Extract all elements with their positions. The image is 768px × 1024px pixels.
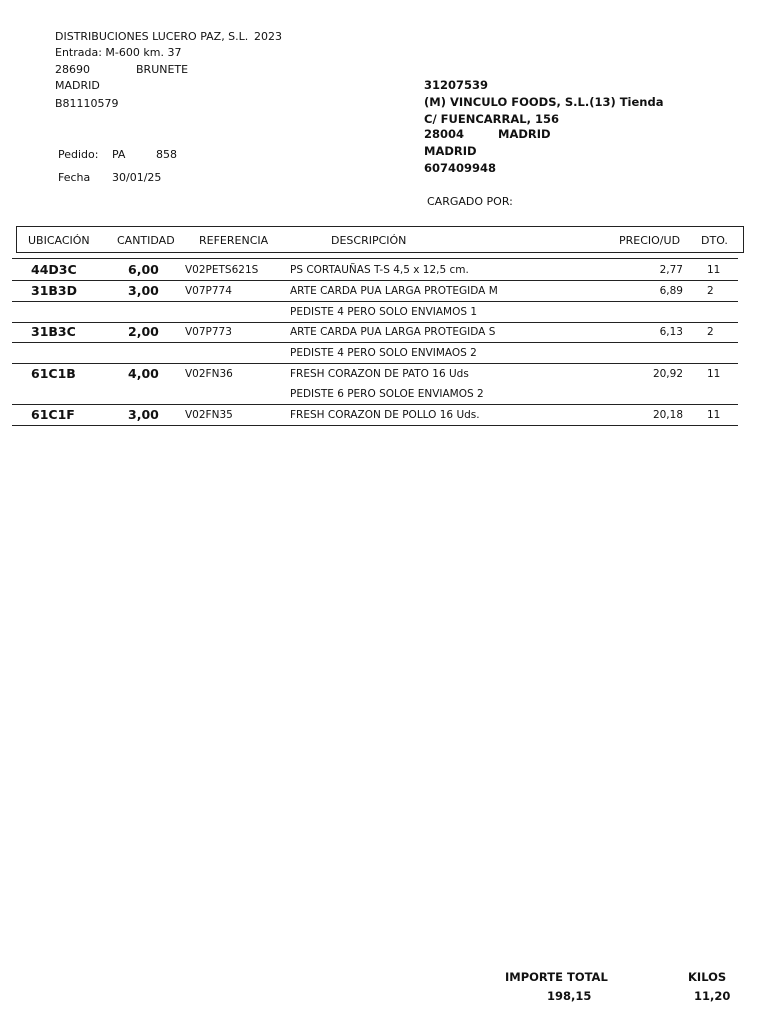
table-row bbox=[12, 260, 738, 281]
table-row-note bbox=[12, 384, 738, 405]
row-discount: 11 bbox=[707, 264, 721, 276]
table-row bbox=[12, 364, 738, 384]
row-reference: V02PETS621S bbox=[185, 264, 259, 276]
row-description: ARTE CARDA PUA LARGA PROTEGIDA M bbox=[290, 285, 498, 297]
customer-province: MADRID bbox=[424, 144, 477, 158]
sender-address: Entrada: M-600 km. 37 bbox=[55, 46, 182, 59]
kilos-label: KILOS bbox=[688, 970, 727, 984]
importe-total-value: 198,15 bbox=[547, 989, 592, 1003]
table-header bbox=[16, 226, 744, 253]
fecha-value: 30/01/25 bbox=[112, 171, 162, 184]
header-dto: DTO. bbox=[701, 234, 728, 247]
sender-year: 2023 bbox=[254, 30, 282, 43]
row-location: 44D3C bbox=[31, 262, 77, 277]
sender-city: BRUNETE bbox=[136, 63, 189, 76]
fecha-label: Fecha bbox=[58, 171, 91, 184]
table-row bbox=[12, 281, 738, 302]
sender-postal-code: 28690 bbox=[55, 63, 90, 76]
row-note: PEDISTE 6 PERO SOLOE ENVIAMOS 2 bbox=[290, 388, 484, 400]
row-description: FRESH CORAZON DE POLLO 16 Uds. bbox=[290, 409, 480, 421]
table-row bbox=[12, 405, 738, 426]
row-reference: V02FN35 bbox=[185, 409, 233, 421]
row-discount: 2 bbox=[707, 326, 714, 338]
row-location: 61C1F bbox=[31, 407, 75, 422]
header-cantidad: CANTIDAD bbox=[117, 234, 175, 247]
row-note: PEDISTE 4 PERO SOLO ENVIMAOS 2 bbox=[290, 347, 477, 359]
row-description: PS CORTAUÑAS T-S 4,5 x 12,5 cm. bbox=[290, 264, 469, 276]
table-row-note bbox=[12, 302, 738, 323]
row-reference: V02FN36 bbox=[185, 368, 233, 380]
customer-postal-code: 28004 bbox=[424, 127, 465, 141]
row-quantity: 3,00 bbox=[128, 283, 159, 298]
header-ubicacion: UBICACIÓN bbox=[28, 234, 90, 247]
cargado-por-label: CARGADO POR: bbox=[427, 195, 513, 208]
row-price: 6,89 bbox=[659, 285, 683, 297]
row-quantity: 2,00 bbox=[128, 324, 159, 339]
row-price: 6,13 bbox=[659, 326, 683, 338]
customer-city: MADRID bbox=[498, 127, 551, 141]
row-description: FRESH CORAZON DE PATO 16 Uds bbox=[290, 368, 469, 380]
sender-tax-id: B81110579 bbox=[55, 97, 119, 110]
importe-total-label: IMPORTE TOTAL bbox=[505, 970, 608, 984]
row-quantity: 6,00 bbox=[128, 262, 159, 277]
row-discount: 11 bbox=[707, 368, 721, 380]
table-row bbox=[12, 322, 738, 343]
row-price: 2,77 bbox=[659, 264, 683, 276]
pedido-number: 858 bbox=[156, 148, 177, 161]
row-price: 20,92 bbox=[652, 368, 683, 380]
row-note: PEDISTE 4 PERO SOLO ENVIAMOS 1 bbox=[290, 306, 478, 318]
header-referencia: REFERENCIA bbox=[199, 234, 269, 247]
customer-street: C/ FUENCARRAL, 156 bbox=[424, 112, 559, 126]
kilos-value: 11,20 bbox=[694, 989, 731, 1003]
row-price: 20,18 bbox=[652, 409, 683, 421]
pedido-series: PA bbox=[112, 148, 126, 161]
header-descripcion: DESCRIPCIÓN bbox=[331, 234, 407, 247]
row-location: 61C1B bbox=[31, 366, 76, 381]
customer-phone: 607409948 bbox=[424, 161, 497, 175]
row-quantity: 4,00 bbox=[128, 366, 159, 381]
row-location: 31B3C bbox=[31, 324, 76, 339]
row-description: ARTE CARDA PUA LARGA PROTEGIDA S bbox=[290, 326, 496, 338]
row-location: 31B3D bbox=[31, 283, 77, 298]
sender-province: MADRID bbox=[55, 79, 100, 92]
row-discount: 11 bbox=[707, 409, 721, 421]
customer-name: (M) VINCULO FOODS, S.L.(13) Tienda bbox=[424, 95, 664, 109]
row-reference: V07P774 bbox=[185, 285, 232, 297]
row-quantity: 3,00 bbox=[128, 407, 159, 422]
row-reference: V07P773 bbox=[185, 326, 232, 338]
header-precio: PRECIO/UD bbox=[619, 234, 681, 247]
sender-company: DISTRIBUCIONES LUCERO PAZ, S.L. bbox=[55, 30, 249, 43]
customer-code: 31207539 bbox=[424, 78, 489, 92]
row-discount: 2 bbox=[707, 285, 714, 297]
pedido-label: Pedido: bbox=[58, 148, 99, 161]
table-row-note bbox=[12, 343, 738, 364]
table-top-rule bbox=[12, 258, 738, 259]
